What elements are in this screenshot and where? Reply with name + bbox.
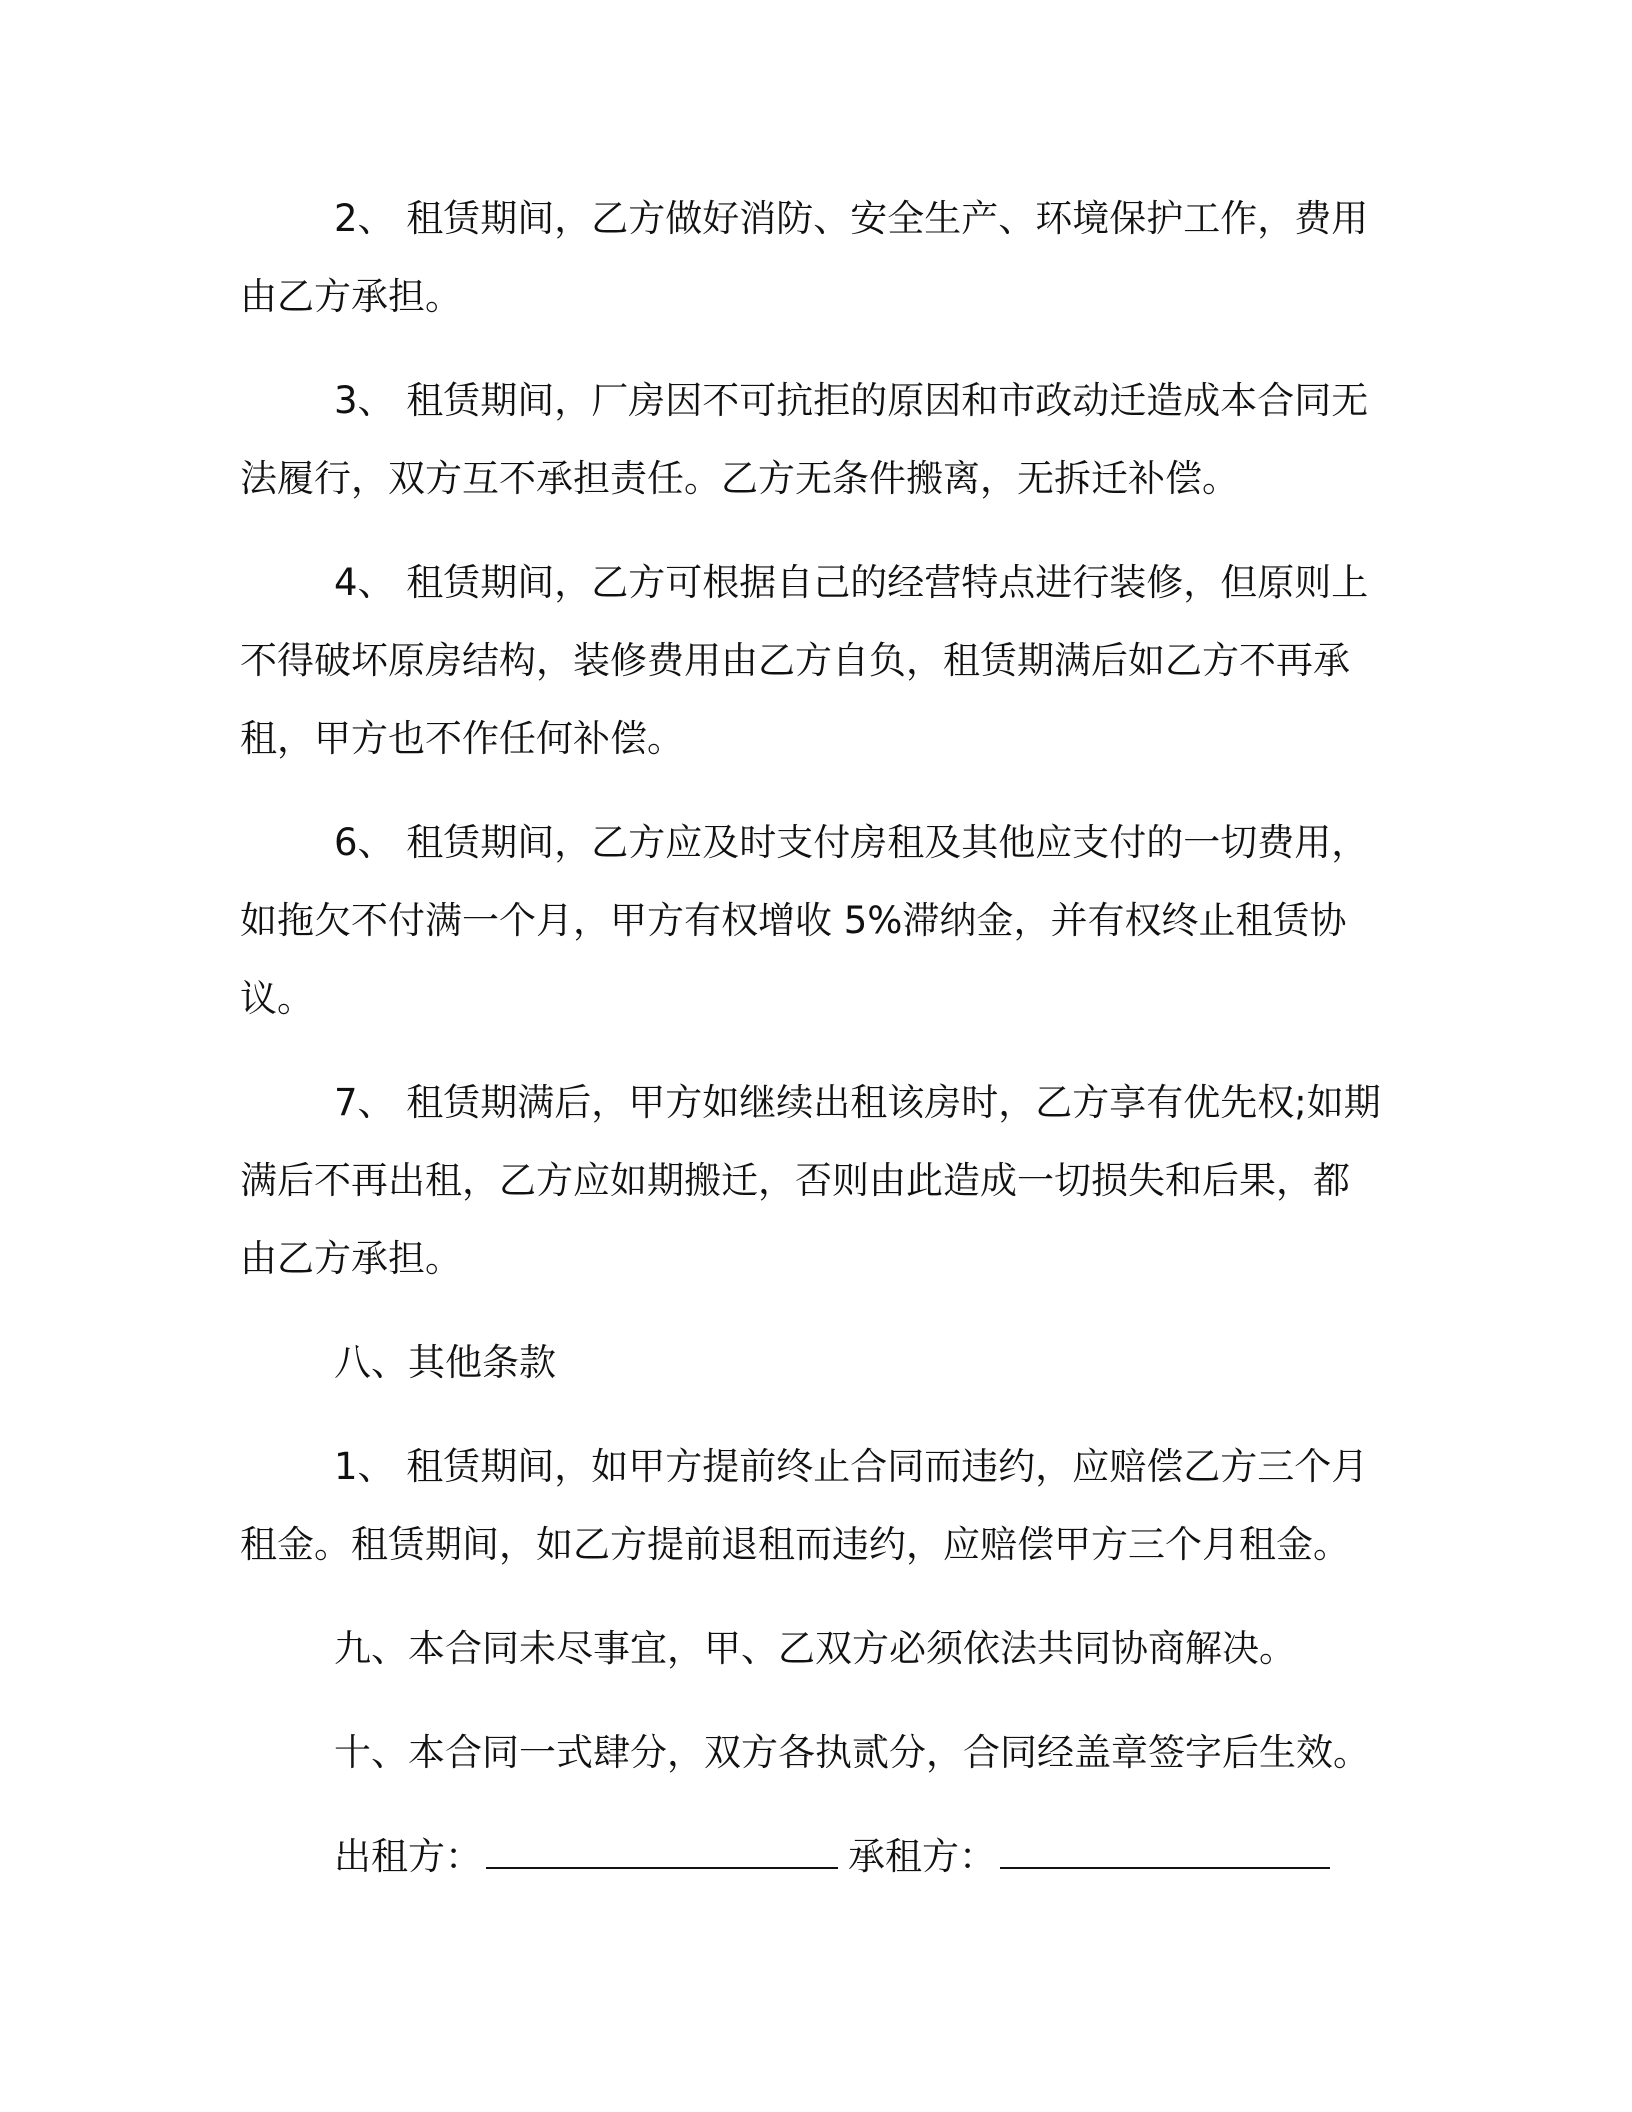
clause-6	[240, 804, 1390, 1038]
lessor-signature-line	[486, 1837, 838, 1869]
clause-2	[240, 180, 1390, 336]
clause-3	[240, 362, 1390, 518]
clause-3-line-1: 3、 租赁期间，厂房因不可抗拒的原因和市政动迁造成本合同无	[334, 379, 1369, 422]
section-8-clause-1	[240, 1428, 1390, 1584]
lessor-label: 出租方：	[334, 1835, 482, 1878]
clause-3-line-2: 法履行，双方互不承担责任。乙方无条件搬离，无拆迁补偿。	[240, 457, 1239, 500]
clause-4-line-3: 租，甲方也不作任何补偿。	[240, 717, 684, 760]
clause-4-line-1: 4、 租赁期间，乙方可根据自己的经营特点进行装修，但原则上	[334, 561, 1369, 604]
section-10: 十、本合同一式肆分，双方各执贰分，合同经盖章签字后生效。	[334, 1731, 1370, 1774]
section-8-heading: 八、其他条款	[334, 1341, 556, 1384]
clause-7-line-3: 由乙方承担。	[240, 1237, 462, 1280]
clause-2-line-1: 2、 租赁期间，乙方做好消防、安全生产、环境保护工作，费用	[334, 197, 1369, 240]
clause-7-line-1: 7、 租赁期满后，甲方如继续出租该房时，乙方享有优先权;如期	[334, 1081, 1381, 1124]
section-8-clause-1-line-2: 租金。租赁期间，如乙方提前退租而违约，应赔偿甲方三个月租金。	[240, 1523, 1350, 1566]
clause-4-line-2: 不得破坏原房结构，装修费用由乙方自负，租赁期满后如乙方不再承	[240, 639, 1350, 682]
clause-6-line-1: 6、 租赁期间，乙方应及时支付房租及其他应支付的一切费用，	[334, 821, 1369, 864]
lessee-label: 承租方：	[848, 1835, 996, 1878]
lessee-signature-line	[1000, 1837, 1330, 1869]
clause-2-line-2: 由乙方承担。	[240, 275, 462, 318]
clause-4	[240, 544, 1390, 778]
clause-7-line-2: 满后不再出租，乙方应如期搬迁，否则由此造成一切损失和后果，都	[240, 1159, 1350, 1202]
signature-block	[240, 1818, 1390, 1896]
clause-7	[240, 1064, 1390, 1298]
section-9: 九、本合同未尽事宜，甲、乙双方必须依法共同协商解决。	[334, 1627, 1296, 1670]
clause-6-line-2: 如拖欠不付满一个月，甲方有权增收 5%滞纳金，并有权终止租赁协议。	[240, 899, 1347, 1020]
document-body	[240, 180, 1390, 1896]
section-8-clause-1-line-1: 1、 租赁期间，如甲方提前终止合同而违约，应赔偿乙方三个月	[334, 1445, 1369, 1488]
